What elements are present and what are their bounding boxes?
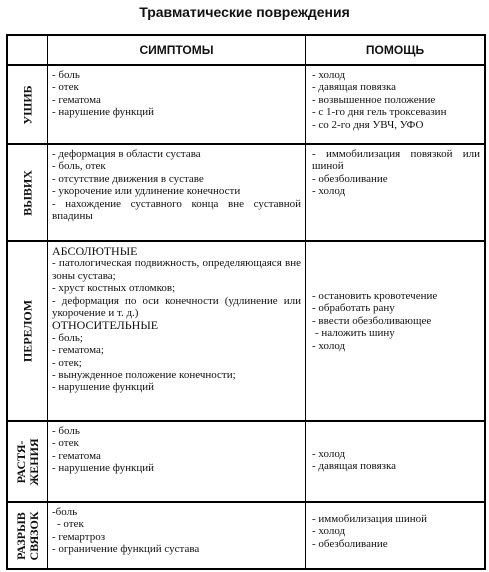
symptom-item: - отсутствие движения в суставе	[52, 172, 204, 185]
symptom-item: - гематома	[52, 449, 101, 462]
symptom-item: - ограничение функций сустава	[52, 543, 200, 556]
symptoms-cell	[48, 503, 306, 568]
symptom-item: -боль	[52, 506, 78, 518]
symptoms-cell	[48, 422, 306, 501]
symptom-item: - боль;	[52, 331, 83, 344]
help-item: - холод	[312, 339, 346, 352]
symptom-item: - боль, отек	[52, 160, 106, 173]
help-item: - иммобилизация шиной	[312, 513, 428, 525]
symptom-item: - нарушение функций	[52, 106, 155, 119]
symptoms-cell	[48, 66, 306, 143]
category-label	[15, 438, 41, 485]
symptom-item: - боль	[52, 69, 80, 81]
category-label-line: СВЯЗОК	[26, 510, 41, 561]
symptom-item: - хруст костных отломков;	[52, 282, 176, 295]
symptom-item: - патологическая подвижность, определяющаяся вне зоны сустава;	[52, 257, 301, 282]
header-symptoms: СИМПТОМЫ	[48, 36, 306, 64]
category-label: ВЫВИХ	[20, 169, 34, 216]
help-item: - холод	[312, 525, 346, 538]
symptom-group-heading: ОТНОСИТЕЛЬНЫЕ	[52, 318, 159, 333]
help-cell	[306, 503, 484, 568]
help-item: - остановить кровотечение	[312, 290, 438, 302]
symptom-item: - деформация по оси конечности (удлинение или укорочение и т. д.)	[52, 294, 301, 320]
help-item: - ввести обезболивающее	[312, 314, 432, 327]
help-item: - холод	[312, 448, 346, 460]
category-label: УШИБ	[20, 84, 34, 125]
table-row-fracture	[8, 240, 484, 420]
table-row-bruise	[8, 64, 484, 143]
symptom-item: - отек	[57, 518, 84, 531]
category-label	[15, 511, 41, 560]
help-item: - холод	[312, 185, 346, 198]
symptom-item: - гематома	[52, 93, 101, 106]
symptom-item: - отек	[52, 437, 79, 450]
symptom-item: - укорочение или удлинение конечности	[52, 185, 241, 198]
header-blank-cell	[8, 36, 48, 64]
symptom-item: - нарушение функций	[52, 381, 155, 394]
symptom-group-heading: АБСОЛЮТНЫЕ	[52, 244, 138, 258]
symptom-item: - отек	[52, 81, 79, 94]
help-item: - наложить шину	[315, 327, 395, 340]
help-item: - возвышенное положение	[312, 93, 436, 106]
help-cell	[306, 422, 484, 501]
help-item: - иммобилизация повязкой или шиной	[312, 148, 480, 173]
symptoms-cell	[48, 242, 306, 420]
symptom-item: - вынужденное положение конечности;	[52, 369, 236, 382]
category-cell	[8, 503, 48, 568]
table-row-ligament-rupture	[8, 501, 484, 568]
symptom-item: - нахождение суставного конца вне суставной впадины	[52, 197, 301, 223]
help-item: - с 1-го дня гель троксевазин	[312, 106, 447, 119]
table-row-dislocation	[8, 143, 484, 240]
symptom-item: - гематома;	[52, 344, 104, 357]
help-item: - давящая повязка	[312, 81, 397, 94]
category-label-line: ЖЕНИЯ	[26, 437, 41, 486]
category-cell	[8, 66, 48, 143]
help-item: - обезболивание	[312, 172, 388, 185]
symptom-item: - нарушение функций	[52, 462, 155, 475]
category-label-line: РАЗРЫВ	[13, 511, 28, 560]
help-item: - обезболивание	[312, 537, 388, 550]
category-label-line: РАСТЯ-	[13, 440, 28, 483]
symptom-item: - отек;	[52, 356, 82, 369]
header-help: ПОМОЩЬ	[365, 43, 425, 57]
help-cell	[306, 145, 484, 240]
help-item: - холод	[312, 69, 346, 81]
symptom-item: - боль	[52, 425, 80, 437]
page-title: Травматические повреждения	[139, 4, 350, 20]
help-item: - со 2-го дня УВЧ, УФО	[312, 118, 424, 131]
table-row-sprain	[8, 420, 484, 501]
symptom-item: - деформация в области сустава	[52, 148, 201, 160]
symptom-item: - гемартроз	[52, 530, 106, 543]
category-cell	[8, 145, 48, 240]
category-cell	[8, 422, 48, 501]
help-item: - обработать рану	[312, 302, 395, 315]
injury-table	[6, 34, 486, 570]
help-item: - давящая повязка	[312, 460, 397, 473]
category-label: ПЕРЕЛОМ	[20, 299, 34, 363]
help-cell	[306, 66, 484, 143]
category-cell	[8, 242, 48, 420]
help-cell	[306, 242, 484, 420]
table-header-row	[8, 36, 484, 64]
symptoms-cell	[48, 145, 306, 240]
